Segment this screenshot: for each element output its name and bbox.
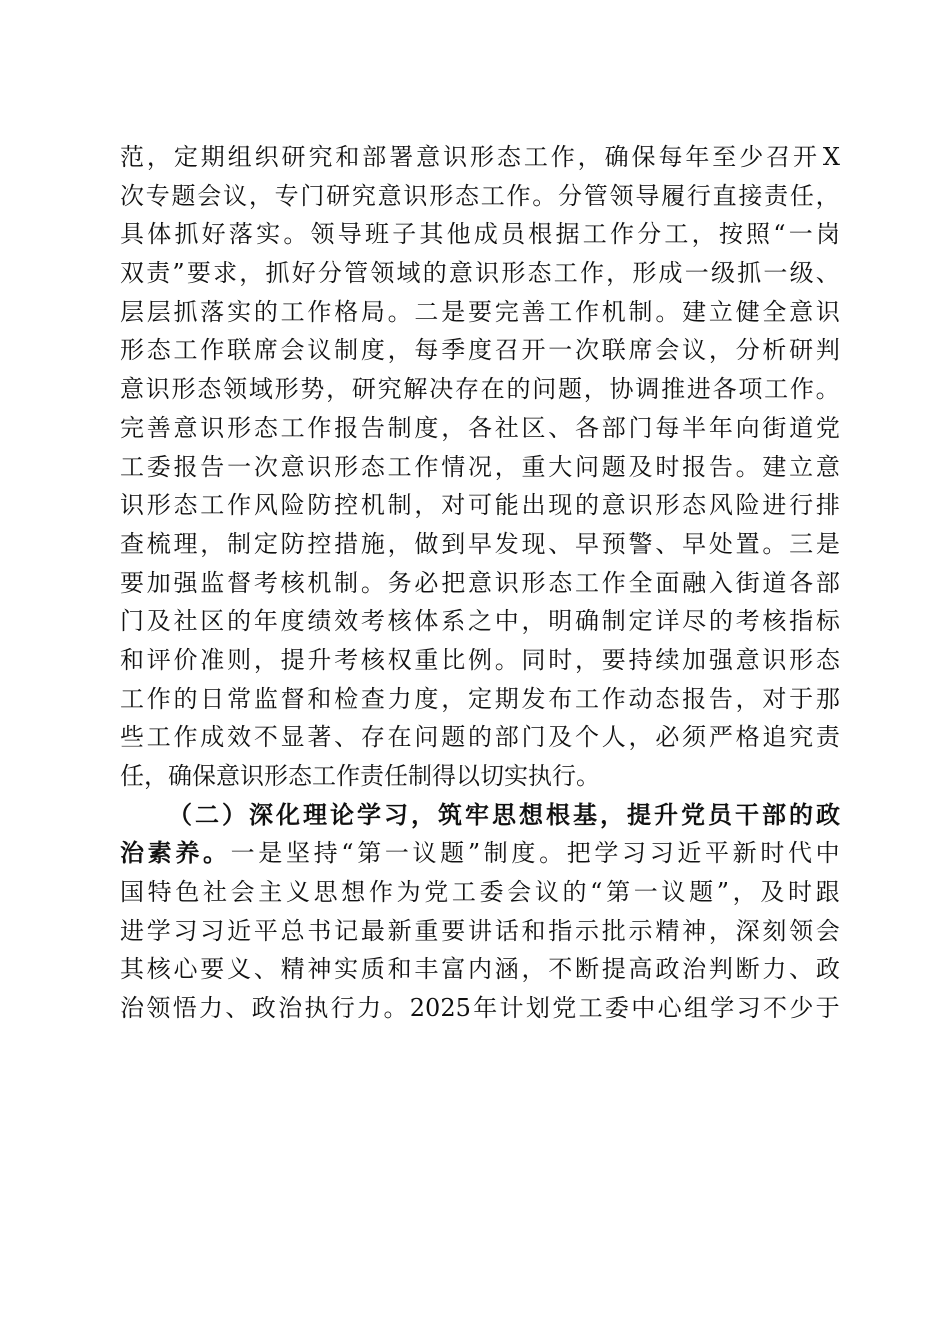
section-heading-continuation: 治 素 养 。 一 是 坚 持 “ 第 一 议 题 ” 制 度 。 把 学 习 习 近 平 新 时 代 中 (120, 838, 840, 868)
text-line: 识 形 态 工 作 风 险 防 控 机 制 ， 对 可 能 出 现 的 意 识 形 态 风 险 进 行 排 (120, 491, 840, 520)
text-line: 国 特 色 社 会 主 义 思 想 作 为 党 工 委 会 议 的 “ 第 一 议 题 ” ， 及 时 跟 (120, 878, 840, 907)
text-line: 要 加 强 监 督 考 核 机 制 。 务 必 把 意 识 形 态 工 作 全 面 融 入 街 道 各 部 (120, 568, 840, 597)
text-line: 些 工 作 成 效 不 显 著 、 存 在 问 题 的 部 门 及 个 人 ， 必 须 严 格 追 究 责 (120, 723, 840, 752)
text-line: 和 评 价 准 则 ， 提 升 考 核 权 重 比 例 。 同 时 ， 要 持 续 加 强 意 识 形 态 (120, 645, 840, 674)
document-body (120, 138, 840, 1028)
text-line: 意 识 形 态 领 域 形 势 ， 研 究 解 决 存 在 的 问 题 ， 协 调 推 进 各 项 工 作 。 (120, 375, 840, 404)
text-line: 完 善 意 识 形 态 工 作 报 告 制 度 ， 各 社 区 、 各 部 门 每 半 年 向 街 道 党 (120, 413, 840, 442)
text-line: 具 体 抓 好 落 实 。 领 导 班 子 其 他 成 员 根 据 工 作 分 工 ， 按 照 “ 一 岗 (120, 220, 840, 249)
text-line: 门 及 社 区 的 年 度 绩 效 考 核 体 系 之 中 ， 明 确 制 定 详 尽 的 考 核 指 标 (120, 607, 840, 636)
text-line: 层 层 抓 落 实 的 工 作 格 局 。 二 是 要 完 善 工 作 机 制 。 建 立 健 全 意 识 (120, 297, 840, 326)
text-line: 范 ， 定 期 组 织 研 究 和 部 署 意 识 形 态 工 作 ， 确 保 每 年 至 少 召 开 X (120, 143, 840, 171)
text-line: 工 作 的 日 常 监 督 和 检 查 力 度 ， 定 期 发 布 工 作 动 态 报 告 ， 对 于 那 (120, 684, 840, 713)
text-line: 工 委 报 告 一 次 意 识 形 态 工 作 情 况 ， 重 大 问 题 及 时 报 告 。 建 立 意 (120, 452, 840, 481)
text-line: 任，确保意识形态工作责任制得以切实执行。 (120, 762, 600, 790)
section-heading: （ 二 ） 深 化 理 论 学 习 ， 筑 牢 思 想 根 基 ， 提 升 党 员 干 部 的 政 (168, 799, 840, 829)
text-line: 进 学 习 习 近 平 总 书 记 最 新 重 要 讲 话 和 指 示 批 示 精 神 ， 深 刻 领 会 (120, 916, 840, 945)
text-line: 双 责 ” 要 求 ， 抓 好 分 管 领 域 的 意 识 形 态 工 作 ， 形 成 一 级 抓 一 级 、 (120, 259, 840, 288)
text-line: 次 专 题 会 议 ， 专 门 研 究 意 识 形 态 工 作 。 分 管 领 导 履 行 直 接 责 任 ， (120, 181, 840, 210)
text-line: 查 梳 理 ， 制 定 防 控 措 施 ， 做 到 早 发 现 、 早 预 警 、 早 处 置 。 三 是 (120, 529, 840, 558)
text-line: 其 核 心 要 义 、 精 神 实 质 和 丰 富 内 涵 ， 不 断 提 高 政 治 判 断 力 、 政 (120, 955, 840, 984)
text-line: 形 态 工 作 联 席 会 议 制 度 ， 每 季 度 召 开 一 次 联 席 会 议 ， 分 析 研 判 (120, 336, 840, 365)
text-line: 治 领 悟 力 、 政 治 执 行 力 。 2025 年 计 划 党 工 委 中 心 组 学 习 不 少 于 (120, 994, 840, 1023)
